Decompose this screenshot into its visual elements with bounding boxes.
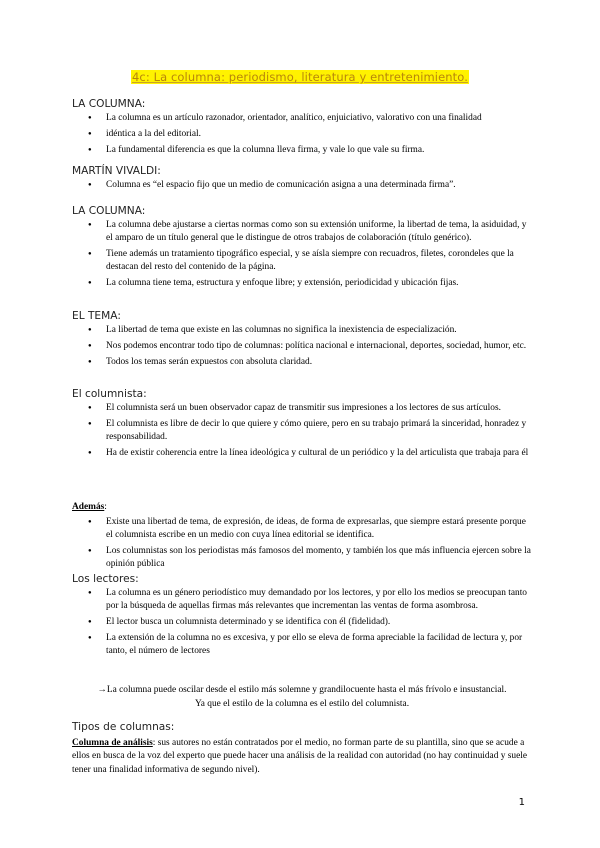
section-heading: MARTÍN VIVALDI: — [72, 165, 161, 177]
list-item: ● La columna es un artículo razonador, orientador, analítico, enjuiciativo, valorativo con una finalidad — [72, 112, 532, 125]
bullet-list — [72, 324, 532, 369]
list-item: ● El columnista será un buen observador capaz de transmitir sus impresiones a los lectores de sus artículos. — [72, 402, 532, 415]
bullet-list — [72, 402, 532, 460]
section-heading: LA COLUMNA: — [72, 205, 146, 217]
note-line: →La columna puede oscilar desde el estilo más solemne y grandilocuente hasta el más frívolo e insustancial. — [97, 685, 507, 695]
section-el-tema — [72, 310, 532, 371]
list-item: ● Todos los temas serán expuestos con absoluta claridad. — [72, 356, 532, 369]
bullet-list — [72, 516, 532, 571]
list-item: ● Columna es “el espacio fijo que un medio de comunicación asigna a una determinada firma”. — [72, 179, 532, 192]
list-item: ● El columnista es libre de decir lo que quiere y cómo quiere, pero en su trabajo primará la sinceridad, honradez y responsabilidad. — [72, 418, 532, 444]
list-item: ● La columna debe ajustarse a ciertas normas como son su extensión uniforme, la libertad de tema, la asiduidad, y el amparo de un título general que le distingue de otros trabajos de colaboración (título genérico). — [72, 219, 532, 245]
section-la-columna-2 — [72, 205, 532, 293]
list-item: ● Existe una libertad de tema, de expresión, de ideas, de forma de expresarlas, que siempre estará presente porque el columnista escribe en un medio con cuya línea editorial se identifica. — [72, 516, 532, 542]
page-number: 1 — [518, 797, 525, 808]
section-heading: LA COLUMNA: — [72, 98, 146, 110]
note-line: Ya que el estilo de la columna es el estilo del columnista. — [194, 699, 410, 709]
tipos-paragraph — [72, 737, 532, 777]
section-ademas — [72, 496, 532, 574]
section-tipos-de-columnas — [72, 721, 532, 735]
section-heading: El columnista: — [72, 388, 147, 400]
section-martin-vivaldi — [72, 165, 532, 195]
bullet-list — [72, 179, 532, 192]
page-title: 4c: La columna: periodismo, literatura y entretenimiento. — [132, 70, 468, 84]
section-heading: Los lectores: — [72, 573, 139, 585]
list-item: ● Los columnistas son los periodistas más famosos del momento, y también los que más influencia ejercen sobre la opinión pública — [72, 545, 532, 571]
list-item: ● La columna tiene tema, estructura y enfoque libre; y extensión, periodicidad y ubicación fijas. — [72, 277, 532, 290]
section-heading: Además: — [72, 502, 107, 512]
list-item: ● La columna es un género periodístico muy demandado por los lectores, y por ello los medios se preocupan tanto por la búsqueda de aquellas firmas más relevantes que incrementan las ventas de forma asombrosa. — [72, 587, 532, 613]
section-heading: EL TEMA: — [72, 310, 121, 322]
list-item: ● idéntica a la del editorial. — [72, 128, 532, 141]
bullet-list — [72, 587, 532, 658]
list-item: ● Nos podemos encontrar todo tipo de columnas: política nacional e internacional, deportes, sociedad, humor, etc. — [72, 340, 532, 353]
bullet-list — [72, 219, 532, 290]
list-item: ● La extensión de la columna no es excesiva, y por ello se eleva de forma apreciable la facilidad de lectura y, por tanto, el número de lectores — [72, 632, 532, 658]
list-item: ● La fundamental diferencia es que la columna lleva firma, y vale lo que vale su firma. — [72, 144, 532, 157]
style-note — [72, 683, 532, 711]
list-item: ● Ha de existir coherencia entre la línea ideológica y cultural de un periódico y la del articulista que trabaja para él — [72, 447, 532, 460]
section-la-columna-1 — [72, 98, 532, 159]
list-item: ● El lector busca un columnista determinado y se identifica con él (fidelidad). — [72, 616, 532, 629]
list-item: ● Tiene además un tratamiento tipográfico especial, y se aísla siempre con recuadros, filetes, corondeles que la destacan del resto del contenido de la página. — [72, 248, 532, 274]
tipo-text: : sus autores no están contratados por el medio, no forman parte de su plantilla, sino que se acude a ellos en busca de la voz del experto que puede hacer una análisis de la realidad con autoridad (no hay continuidad y suele tener una finalidad informativa de segundo nivel). — [72, 738, 528, 775]
list-item: ● La libertad de tema que existe en las columnas no significa la inexistencia de especialización. — [72, 324, 532, 337]
section-el-columnista — [72, 388, 532, 463]
bullet-list — [72, 112, 532, 157]
section-los-lectores — [72, 573, 532, 661]
tipo-label: Columna de análisis — [72, 738, 153, 748]
section-heading: Tipos de columnas: — [72, 721, 175, 733]
